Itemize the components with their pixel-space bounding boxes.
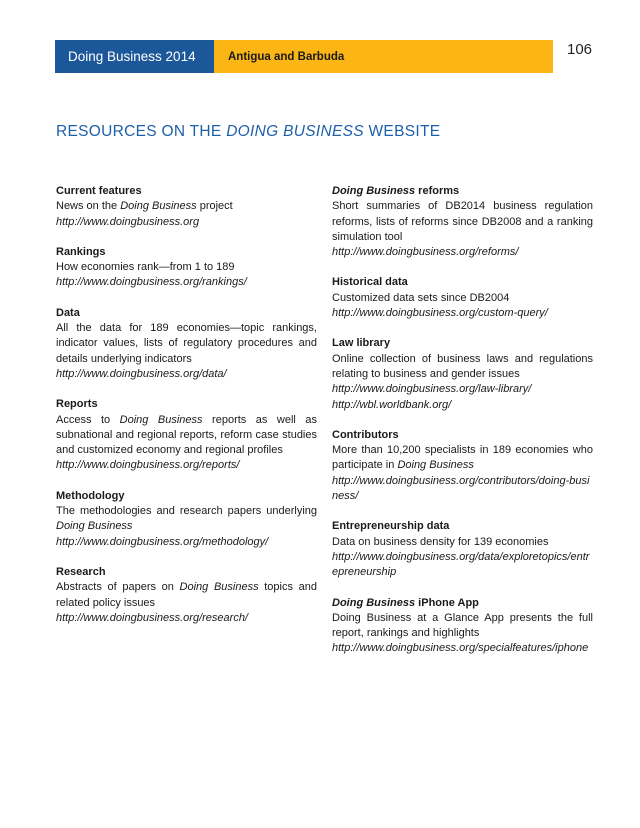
- section-description: [56, 260, 317, 275]
- text-segment: project: [196, 200, 233, 213]
- resource-section: [332, 596, 593, 657]
- resource-section: [56, 306, 317, 382]
- text-segment: Reports: [56, 398, 98, 411]
- section-heading: [56, 397, 317, 412]
- section-heading: [332, 596, 593, 611]
- text-segment: Contributors: [332, 428, 399, 441]
- text-segment: Doing Business: [120, 200, 197, 213]
- text-segment: Research: [56, 565, 106, 578]
- text-segment: Abstracts of papers on: [56, 581, 180, 594]
- text-segment: Law library: [332, 337, 391, 350]
- section-heading: [56, 489, 317, 504]
- resource-section: [332, 519, 593, 580]
- text-segment: Data on business density for 139 economies: [332, 535, 549, 548]
- section-description: [56, 199, 317, 214]
- section-heading: [332, 428, 593, 443]
- section-description: [56, 504, 317, 535]
- page-header: [55, 40, 553, 73]
- text-segment: Current features: [56, 185, 142, 197]
- section-heading: [56, 565, 317, 580]
- text-segment: topics and related policy issues: [56, 581, 318, 609]
- text-segment: reforms: [415, 185, 460, 197]
- text-segment: All the data for 189 economies—topic rankings, indicator values, lists of regulatory procedures and details underlying indicators: [56, 322, 317, 365]
- section-description: [332, 611, 593, 642]
- section-heading: [56, 245, 317, 260]
- text-segment: Data: [56, 306, 80, 319]
- section-description: [332, 535, 593, 550]
- left-column: [56, 184, 317, 672]
- text-segment: RESOURCES ON THE: [56, 123, 227, 140]
- section-url[interactable]: http://www.doingbusiness.org/specialfeatures/iphone: [332, 642, 589, 655]
- section-heading: [332, 519, 593, 534]
- section-url[interactable]: http://www.doingbusiness.org/methodology/: [56, 535, 269, 548]
- resource-section: [332, 336, 593, 412]
- section-description: [56, 321, 317, 367]
- section-url[interactable]: http://www.doingbusiness.org/reforms/: [332, 246, 519, 259]
- resource-section: [56, 397, 317, 473]
- text-segment: Doing Business: [119, 413, 203, 426]
- resources-content: [56, 184, 593, 672]
- section-url[interactable]: http://www.doingbusiness.org/custom-query/: [332, 307, 548, 320]
- text-segment: News on the: [56, 200, 121, 213]
- section-heading: [332, 275, 593, 290]
- text-segment: Rankings: [56, 245, 106, 258]
- section-url[interactable]: http://wbl.worldbank.org/: [332, 398, 452, 411]
- section-url[interactable]: http://www.doingbusiness.org/data/exploretopics/entrepreneurship: [332, 550, 590, 579]
- page-number: 106: [567, 41, 593, 58]
- text-segment: DOING BUSINESS: [226, 123, 364, 140]
- text-segment: Methodology: [56, 489, 125, 502]
- section-description: [332, 443, 593, 474]
- resource-section: [56, 245, 317, 291]
- text-segment: Doing Business: [56, 520, 133, 533]
- text-segment: iPhone App: [415, 596, 479, 609]
- section-url[interactable]: http://www.doingbusiness.org/law-library/: [332, 383, 532, 396]
- text-segment: Doing Business: [179, 581, 259, 594]
- right-column: [332, 184, 593, 672]
- section-url[interactable]: http://www.doingbusiness.org/reports/: [56, 459, 240, 472]
- text-segment: WEBSITE: [363, 123, 441, 140]
- economy-name-banner: [214, 40, 553, 73]
- text-segment: Doing Business: [397, 459, 474, 472]
- section-description: [56, 413, 317, 459]
- text-segment: Doing Business: [332, 185, 416, 197]
- text-segment: reports as well as subnational and regional reports, reform case studies and customized economy and regional profiles: [56, 413, 317, 457]
- report-title-banner: [55, 40, 214, 73]
- text-segment: How economies rank—from 1 to 189: [56, 261, 235, 274]
- section-heading: [56, 306, 317, 321]
- section-heading: [332, 184, 593, 199]
- section-url[interactable]: http://www.doingbusiness.org/rankings/: [56, 276, 247, 289]
- text-segment: Customized data sets since DB2004: [332, 291, 510, 304]
- section-description: [56, 580, 317, 611]
- text-segment: Historical data: [332, 276, 408, 289]
- economy-name: Antigua and Barbuda: [228, 50, 345, 63]
- text-segment: Online collection of business laws and regulations relating to business and gender issues: [332, 352, 593, 380]
- text-segment: Doing Business: [332, 596, 416, 609]
- text-segment: Access to: [56, 413, 120, 426]
- section-heading: [332, 336, 593, 351]
- resource-section: [56, 489, 317, 550]
- section-description: [332, 291, 593, 306]
- resource-section: [332, 275, 593, 321]
- section-url[interactable]: http://www.doingbusiness.org/contributors/doing-business/: [332, 474, 590, 503]
- section-url[interactable]: http://www.doingbusiness.org/data/: [56, 367, 227, 380]
- section-description: [332, 352, 593, 383]
- resource-section: [56, 565, 317, 626]
- text-segment: The methodologies and research papers underlying: [56, 505, 317, 518]
- text-segment: Entrepreneurship data: [332, 520, 450, 533]
- resource-section: [56, 184, 317, 230]
- report-title: Doing Business 2014: [68, 49, 196, 64]
- text-segment: Doing Business at a Glance App presents the full report, rankings and highlights: [332, 611, 593, 640]
- resource-section: [332, 428, 593, 504]
- section-url[interactable]: http://www.doingbusiness.org/research/: [56, 611, 248, 624]
- section-description: [332, 199, 593, 245]
- section-heading: [56, 184, 317, 199]
- text-segment: More than 10,200 specialists in 189 economies who participate in: [332, 444, 593, 472]
- text-segment: Short summaries of DB2014 business regulation reforms, lists of reforms since DB2008 and a ranking simulation tool: [332, 200, 593, 243]
- page-title: [56, 123, 440, 141]
- section-url[interactable]: http://www.doingbusiness.org: [56, 215, 200, 228]
- resource-section: [332, 184, 593, 260]
